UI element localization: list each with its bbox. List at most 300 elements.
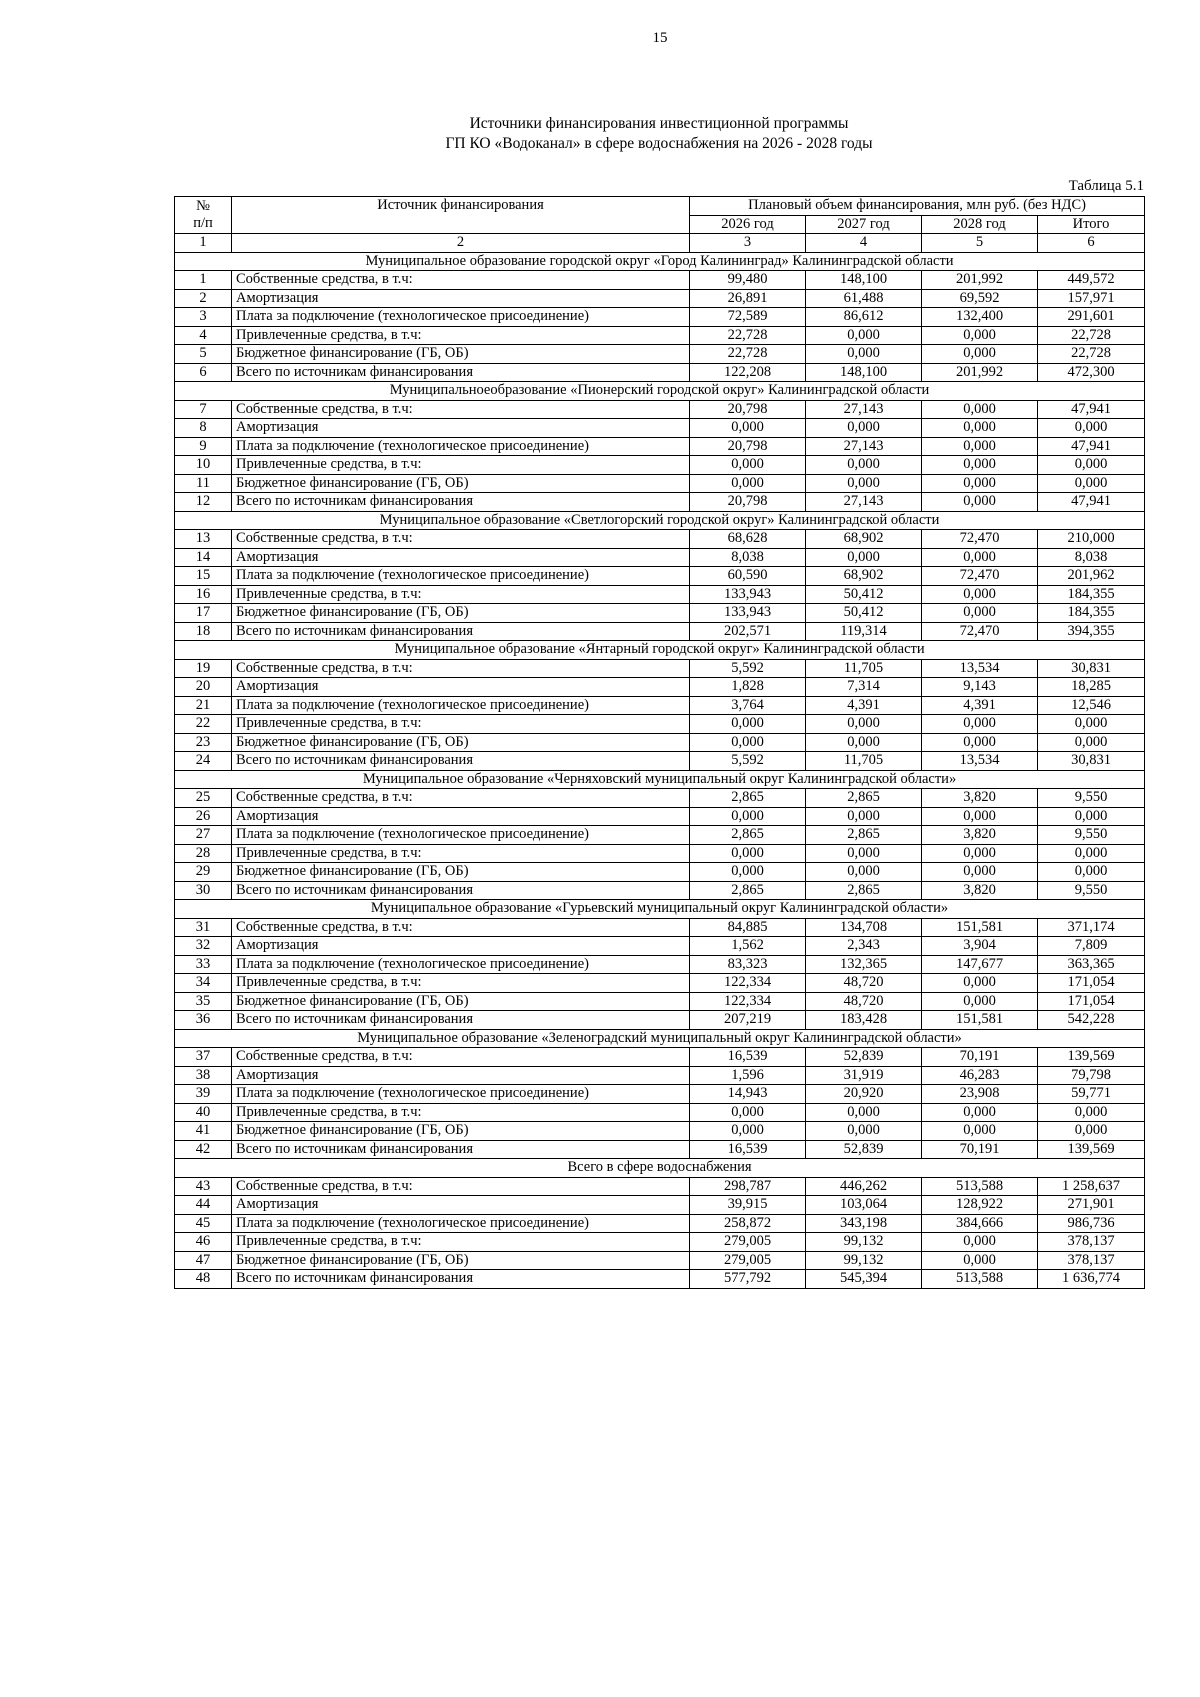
value-total: 210,000	[1038, 530, 1145, 549]
header-num-line-2: п/п	[193, 215, 213, 231]
row-number: 6	[175, 363, 232, 382]
row-source: Бюджетное финансирование (ГБ, ОБ)	[232, 1251, 690, 1270]
section-header-row	[175, 511, 1145, 530]
row-source: Амортизация	[232, 289, 690, 308]
row-source: Плата за подключение (технологическое присоединение)	[232, 1214, 690, 1233]
value-2026: 1,828	[690, 678, 806, 697]
row-number: 41	[175, 1122, 232, 1141]
value-2028: 0,000	[922, 437, 1038, 456]
value-2026: 279,005	[690, 1251, 806, 1270]
row-number: 2	[175, 289, 232, 308]
value-2026: 122,334	[690, 992, 806, 1011]
financing-table	[174, 196, 1145, 1289]
value-2027: 99,132	[806, 1233, 922, 1252]
value-2028: 70,191	[922, 1140, 1038, 1159]
table-row	[175, 530, 1145, 549]
row-source: Плата за подключение (технологическое присоединение)	[232, 567, 690, 586]
table-row	[175, 1251, 1145, 1270]
table-header	[175, 197, 1145, 253]
value-2027: 0,000	[806, 1122, 922, 1141]
row-number: 17	[175, 604, 232, 623]
value-total: 139,569	[1038, 1140, 1145, 1159]
row-number: 40	[175, 1103, 232, 1122]
value-total: 0,000	[1038, 456, 1145, 475]
value-2026: 2,865	[690, 789, 806, 808]
value-2026: 133,943	[690, 585, 806, 604]
row-number: 33	[175, 955, 232, 974]
table-row	[175, 1103, 1145, 1122]
value-2026: 83,323	[690, 955, 806, 974]
value-2026: 2,865	[690, 826, 806, 845]
value-2027: 11,705	[806, 752, 922, 771]
value-2028: 0,000	[922, 733, 1038, 752]
value-2027: 27,143	[806, 437, 922, 456]
table-row	[175, 696, 1145, 715]
row-source: Привлеченные средства, в т.ч:	[232, 456, 690, 475]
row-source: Собственные средства, в т.ч:	[232, 1048, 690, 1067]
value-2027: 48,720	[806, 974, 922, 993]
section-title: Муниципальное образование «Янтарный городской округ» Калининградской области	[175, 641, 1145, 660]
table-row	[175, 955, 1145, 974]
value-2027: 86,612	[806, 308, 922, 327]
value-total: 378,137	[1038, 1233, 1145, 1252]
table-row	[175, 604, 1145, 623]
value-2027: 183,428	[806, 1011, 922, 1030]
value-2026: 68,628	[690, 530, 806, 549]
table-row	[175, 474, 1145, 493]
value-2027: 2,343	[806, 937, 922, 956]
row-number: 13	[175, 530, 232, 549]
table-row	[175, 1140, 1145, 1159]
table-row	[175, 548, 1145, 567]
value-2028: 132,400	[922, 308, 1038, 327]
value-2027: 50,412	[806, 585, 922, 604]
value-total: 0,000	[1038, 733, 1145, 752]
value-2027: 52,839	[806, 1140, 922, 1159]
section-title: Муниципальное образование «Зеленоградский муниципальный округ Калининградской области»	[175, 1029, 1145, 1048]
table-label: Таблица 5.1	[1068, 178, 1144, 194]
value-total: 12,546	[1038, 696, 1145, 715]
value-2026: 22,728	[690, 345, 806, 364]
header-total: Итого	[1038, 215, 1145, 234]
value-total: 201,962	[1038, 567, 1145, 586]
table-row	[175, 1196, 1145, 1215]
row-number: 14	[175, 548, 232, 567]
value-2027: 68,902	[806, 530, 922, 549]
row-number: 3	[175, 308, 232, 327]
value-2026: 72,589	[690, 308, 806, 327]
value-2027: 99,132	[806, 1251, 922, 1270]
value-2028: 0,000	[922, 807, 1038, 826]
table-row	[175, 1011, 1145, 1030]
row-number: 11	[175, 474, 232, 493]
value-2027: 2,865	[806, 881, 922, 900]
row-source: Амортизация	[232, 419, 690, 438]
section-title: Муниципальное образование «Светлогорский городской округ» Калининградской области	[175, 511, 1145, 530]
value-2026: 20,798	[690, 493, 806, 512]
value-2027: 7,314	[806, 678, 922, 697]
header-num-line-1: №	[196, 198, 210, 214]
row-source: Привлеченные средства, в т.ч:	[232, 844, 690, 863]
value-total: 9,550	[1038, 826, 1145, 845]
value-2027: 0,000	[806, 733, 922, 752]
value-2028: 0,000	[922, 863, 1038, 882]
row-source: Бюджетное финансирование (ГБ, ОБ)	[232, 345, 690, 364]
value-2028: 201,992	[922, 271, 1038, 290]
value-2028: 0,000	[922, 400, 1038, 419]
value-total: 291,601	[1038, 308, 1145, 327]
value-2028: 13,534	[922, 659, 1038, 678]
value-2027: 27,143	[806, 493, 922, 512]
table-row	[175, 271, 1145, 290]
value-2027: 48,720	[806, 992, 922, 1011]
section-header-row	[175, 1029, 1145, 1048]
row-number: 43	[175, 1177, 232, 1196]
col-number: 4	[806, 234, 922, 253]
value-2026: 0,000	[690, 474, 806, 493]
value-2026: 0,000	[690, 419, 806, 438]
section-header-row	[175, 900, 1145, 919]
value-total: 449,572	[1038, 271, 1145, 290]
row-source: Всего по источникам финансирования	[232, 493, 690, 512]
row-number: 32	[175, 937, 232, 956]
value-total: 47,941	[1038, 493, 1145, 512]
table-row	[175, 1048, 1145, 1067]
value-2028: 0,000	[922, 548, 1038, 567]
value-total: 378,137	[1038, 1251, 1145, 1270]
value-2028: 128,922	[922, 1196, 1038, 1215]
value-2026: 5,592	[690, 659, 806, 678]
value-2028: 9,143	[922, 678, 1038, 697]
table-row	[175, 456, 1145, 475]
value-2028: 4,391	[922, 696, 1038, 715]
row-source: Бюджетное финансирование (ГБ, ОБ)	[232, 604, 690, 623]
value-2026: 39,915	[690, 1196, 806, 1215]
row-number: 34	[175, 974, 232, 993]
row-number: 20	[175, 678, 232, 697]
value-2028: 3,820	[922, 789, 1038, 808]
value-2028: 0,000	[922, 992, 1038, 1011]
value-2028: 46,283	[922, 1066, 1038, 1085]
col-number: 5	[922, 234, 1038, 253]
value-2028: 0,000	[922, 419, 1038, 438]
value-2028: 0,000	[922, 715, 1038, 734]
table-row	[175, 789, 1145, 808]
table-row	[175, 1177, 1145, 1196]
value-2026: 1,596	[690, 1066, 806, 1085]
value-2027: 0,000	[806, 1103, 922, 1122]
row-source: Бюджетное финансирование (ГБ, ОБ)	[232, 1122, 690, 1141]
header-planned: Плановый объем финансирования, млн руб. (без НДС)	[690, 197, 1145, 216]
row-number: 28	[175, 844, 232, 863]
value-2026: 207,219	[690, 1011, 806, 1030]
value-total: 171,054	[1038, 974, 1145, 993]
table-row	[175, 1122, 1145, 1141]
row-source: Плата за подключение (технологическое присоединение)	[232, 308, 690, 327]
table-row	[175, 992, 1145, 1011]
section-title: Муниципальное образование «Гурьевский муниципальный округ Калининградской области»	[175, 900, 1145, 919]
value-total: 47,941	[1038, 437, 1145, 456]
value-2028: 0,000	[922, 1251, 1038, 1270]
table-row	[175, 1066, 1145, 1085]
value-total: 542,228	[1038, 1011, 1145, 1030]
col-number: 3	[690, 234, 806, 253]
value-2027: 0,000	[806, 863, 922, 882]
table-row	[175, 918, 1145, 937]
value-total: 184,355	[1038, 585, 1145, 604]
value-total: 18,285	[1038, 678, 1145, 697]
value-2028: 151,581	[922, 918, 1038, 937]
row-source: Собственные средства, в т.ч:	[232, 1177, 690, 1196]
row-source: Привлеченные средства, в т.ч:	[232, 585, 690, 604]
row-number: 42	[175, 1140, 232, 1159]
value-2027: 50,412	[806, 604, 922, 623]
row-source: Плата за подключение (технологическое присоединение)	[232, 826, 690, 845]
table-row	[175, 659, 1145, 678]
value-total: 7,809	[1038, 937, 1145, 956]
table-row	[175, 826, 1145, 845]
table-row	[175, 1214, 1145, 1233]
table-row	[175, 733, 1145, 752]
value-2026: 60,590	[690, 567, 806, 586]
value-2027: 446,262	[806, 1177, 922, 1196]
value-total: 0,000	[1038, 474, 1145, 493]
section-header-row	[175, 382, 1145, 401]
title-line-2: ГП КО «Водоканал» в сфере водоснабжения на 2026 - 2028 годы	[445, 135, 873, 152]
table-row	[175, 345, 1145, 364]
header-2026: 2026 год	[690, 215, 806, 234]
value-2027: 20,920	[806, 1085, 922, 1104]
value-2026: 3,764	[690, 696, 806, 715]
value-2028: 147,677	[922, 955, 1038, 974]
document-title	[174, 114, 1144, 154]
value-total: 0,000	[1038, 1122, 1145, 1141]
value-total: 0,000	[1038, 419, 1145, 438]
value-2027: 31,919	[806, 1066, 922, 1085]
row-source: Амортизация	[232, 1066, 690, 1085]
header-2028: 2028 год	[922, 215, 1038, 234]
row-source: Всего по источникам финансирования	[232, 1140, 690, 1159]
value-2026: 22,728	[690, 326, 806, 345]
value-2028: 69,592	[922, 289, 1038, 308]
value-total: 30,831	[1038, 659, 1145, 678]
table-row	[175, 844, 1145, 863]
table-row	[175, 326, 1145, 345]
row-number: 46	[175, 1233, 232, 1252]
value-2027: 0,000	[806, 474, 922, 493]
value-total: 79,798	[1038, 1066, 1145, 1085]
value-2028: 0,000	[922, 326, 1038, 345]
section-title: Муниципальное образование городской округ «Город Калининград» Калининградской области	[175, 252, 1145, 271]
row-number: 48	[175, 1270, 232, 1289]
value-2026: 0,000	[690, 1122, 806, 1141]
row-source: Привлеченные средства, в т.ч:	[232, 1103, 690, 1122]
row-number: 31	[175, 918, 232, 937]
value-total: 184,355	[1038, 604, 1145, 623]
value-2027: 52,839	[806, 1048, 922, 1067]
value-2027: 148,100	[806, 271, 922, 290]
value-2026: 5,592	[690, 752, 806, 771]
row-source: Амортизация	[232, 807, 690, 826]
value-2027: 0,000	[806, 419, 922, 438]
table-row	[175, 419, 1145, 438]
value-2026: 26,891	[690, 289, 806, 308]
value-total: 157,971	[1038, 289, 1145, 308]
value-2027: 11,705	[806, 659, 922, 678]
row-source: Всего по источникам финансирования	[232, 622, 690, 641]
value-2026: 0,000	[690, 456, 806, 475]
table-row	[175, 567, 1145, 586]
row-source: Привлеченные средства, в т.ч:	[232, 1233, 690, 1252]
section-header-row	[175, 252, 1145, 271]
row-source: Бюджетное финансирование (ГБ, ОБ)	[232, 474, 690, 493]
value-2027: 0,000	[806, 715, 922, 734]
table-row	[175, 974, 1145, 993]
table-row	[175, 715, 1145, 734]
value-2026: 577,792	[690, 1270, 806, 1289]
value-2026: 133,943	[690, 604, 806, 623]
value-2026: 2,865	[690, 881, 806, 900]
value-total: 30,831	[1038, 752, 1145, 771]
value-2027: 119,314	[806, 622, 922, 641]
value-total: 22,728	[1038, 345, 1145, 364]
table-row	[175, 493, 1145, 512]
value-2028: 0,000	[922, 974, 1038, 993]
col-number: 2	[232, 234, 690, 253]
value-2028: 0,000	[922, 585, 1038, 604]
value-2028: 13,534	[922, 752, 1038, 771]
section-title: Всего в сфере водоснабжения	[175, 1159, 1145, 1178]
value-total: 363,365	[1038, 955, 1145, 974]
row-number: 22	[175, 715, 232, 734]
row-number: 30	[175, 881, 232, 900]
row-source: Привлеченные средства, в т.ч:	[232, 974, 690, 993]
row-number: 4	[175, 326, 232, 345]
row-number: 9	[175, 437, 232, 456]
value-2028: 0,000	[922, 474, 1038, 493]
value-2026: 298,787	[690, 1177, 806, 1196]
value-2027: 0,000	[806, 456, 922, 475]
value-2026: 1,562	[690, 937, 806, 956]
value-total: 139,569	[1038, 1048, 1145, 1067]
value-2026: 258,872	[690, 1214, 806, 1233]
value-2026: 20,798	[690, 400, 806, 419]
value-total: 271,901	[1038, 1196, 1145, 1215]
value-2028: 72,470	[922, 622, 1038, 641]
value-2026: 20,798	[690, 437, 806, 456]
row-number: 7	[175, 400, 232, 419]
table-row	[175, 752, 1145, 771]
table-row	[175, 1233, 1145, 1252]
value-2028: 3,904	[922, 937, 1038, 956]
row-number: 21	[175, 696, 232, 715]
value-2027: 2,865	[806, 789, 922, 808]
row-number: 35	[175, 992, 232, 1011]
row-source: Собственные средства, в т.ч:	[232, 918, 690, 937]
row-number: 15	[175, 567, 232, 586]
row-source: Всего по источникам финансирования	[232, 752, 690, 771]
value-total: 1 636,774	[1038, 1270, 1145, 1289]
value-2028: 72,470	[922, 530, 1038, 549]
section-header-row	[175, 770, 1145, 789]
row-source: Амортизация	[232, 678, 690, 697]
value-2027: 0,000	[806, 807, 922, 826]
value-2026: 202,571	[690, 622, 806, 641]
value-2028: 23,908	[922, 1085, 1038, 1104]
value-2027: 68,902	[806, 567, 922, 586]
row-number: 25	[175, 789, 232, 808]
row-number: 39	[175, 1085, 232, 1104]
row-number: 10	[175, 456, 232, 475]
row-source: Амортизация	[232, 937, 690, 956]
table-row	[175, 881, 1145, 900]
row-number: 23	[175, 733, 232, 752]
value-2028: 201,992	[922, 363, 1038, 382]
value-2027: 27,143	[806, 400, 922, 419]
row-number: 37	[175, 1048, 232, 1067]
row-source: Плата за подключение (технологическое присоединение)	[232, 696, 690, 715]
value-2026: 0,000	[690, 844, 806, 863]
value-2027: 0,000	[806, 548, 922, 567]
table-row	[175, 308, 1145, 327]
row-source: Всего по источникам финансирования	[232, 363, 690, 382]
table-row	[175, 1270, 1145, 1289]
row-number: 24	[175, 752, 232, 771]
value-2027: 0,000	[806, 345, 922, 364]
row-source: Амортизация	[232, 548, 690, 567]
row-number: 29	[175, 863, 232, 882]
row-source: Плата за подключение (технологическое присоединение)	[232, 1085, 690, 1104]
row-source: Собственные средства, в т.ч:	[232, 659, 690, 678]
row-source: Бюджетное финансирование (ГБ, ОБ)	[232, 992, 690, 1011]
value-total: 0,000	[1038, 863, 1145, 882]
value-2027: 132,365	[806, 955, 922, 974]
row-number: 18	[175, 622, 232, 641]
table-row	[175, 289, 1145, 308]
table-row	[175, 622, 1145, 641]
value-2026: 0,000	[690, 807, 806, 826]
value-2027: 0,000	[806, 844, 922, 863]
value-2026: 14,943	[690, 1085, 806, 1104]
row-number: 1	[175, 271, 232, 290]
row-number: 45	[175, 1214, 232, 1233]
value-2026: 279,005	[690, 1233, 806, 1252]
value-2026: 16,539	[690, 1140, 806, 1159]
row-source: Собственные средства, в т.ч:	[232, 789, 690, 808]
value-2027: 134,708	[806, 918, 922, 937]
table-row	[175, 400, 1145, 419]
value-2028: 0,000	[922, 493, 1038, 512]
title-line-1: Источники финансирования инвестиционной программы	[469, 115, 849, 132]
value-2028: 0,000	[922, 604, 1038, 623]
header-source: Источник финансирования	[232, 197, 690, 234]
value-total: 0,000	[1038, 807, 1145, 826]
table-row	[175, 1085, 1145, 1104]
row-source: Собственные средства, в т.ч:	[232, 530, 690, 549]
value-2026: 0,000	[690, 863, 806, 882]
value-2028: 0,000	[922, 844, 1038, 863]
value-2027: 343,198	[806, 1214, 922, 1233]
value-2028: 0,000	[922, 1103, 1038, 1122]
value-total: 22,728	[1038, 326, 1145, 345]
value-2028: 0,000	[922, 345, 1038, 364]
value-2028: 384,666	[922, 1214, 1038, 1233]
value-2027: 61,488	[806, 289, 922, 308]
section-header-row	[175, 641, 1145, 660]
value-total: 8,038	[1038, 548, 1145, 567]
row-source: Привлеченные средства, в т.ч:	[232, 326, 690, 345]
row-source: Плата за подключение (технологическое присоединение)	[232, 955, 690, 974]
